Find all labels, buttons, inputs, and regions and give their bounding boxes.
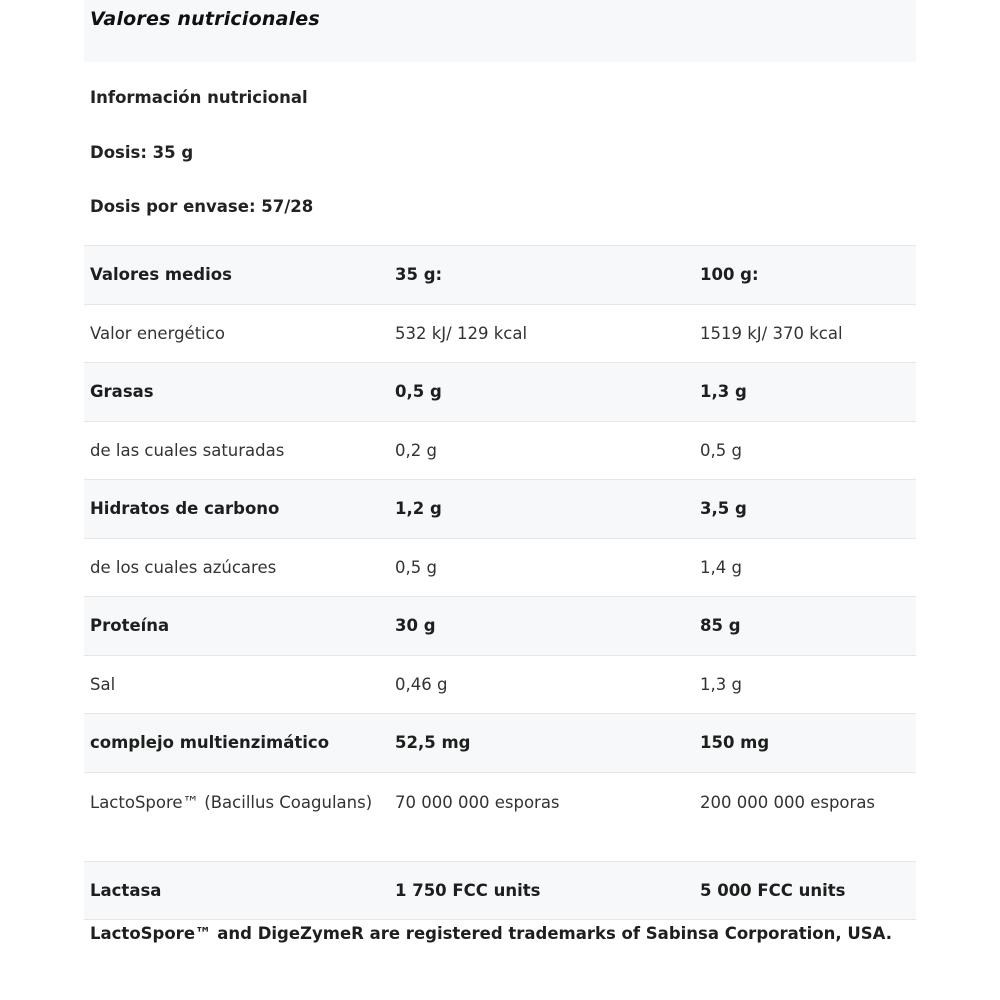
table-cell: Proteína xyxy=(90,616,170,635)
table-cell: Lactasa xyxy=(90,880,162,900)
table-cell: Hidratos de carbono xyxy=(90,499,280,518)
table-cell: 532 kJ/ 129 kcal xyxy=(395,323,528,343)
table-cell: 5 000 FCC units xyxy=(700,880,846,900)
nutrition-panel xyxy=(84,0,916,943)
table-row xyxy=(84,363,916,422)
table-cell: Valor energético xyxy=(90,323,225,343)
table-row xyxy=(84,480,916,539)
table-row xyxy=(84,305,916,364)
table-row xyxy=(84,422,916,481)
section-title: Valores nutricionales xyxy=(90,8,320,30)
table-row xyxy=(84,597,916,656)
table-cell: 70 000 000 esporas xyxy=(395,792,560,812)
table-cell: 0,5 g xyxy=(700,440,742,460)
table-cell: 1,3 g xyxy=(700,382,747,401)
table-cell: 52,5 mg xyxy=(395,733,471,752)
header-cell: 100 g: xyxy=(700,265,759,284)
table-row xyxy=(84,656,916,715)
table-cell: 3,5 g xyxy=(700,499,747,518)
table-cell: 0,2 g xyxy=(395,440,437,460)
table-cell: 0,46 g xyxy=(395,674,448,694)
table-row xyxy=(84,862,916,921)
table-row xyxy=(84,773,916,862)
info-doses-per-pack: Dosis por envase: 57/28 xyxy=(90,197,314,216)
table-cell: 1519 kJ/ 370 kcal xyxy=(700,323,843,343)
header-cell: Valores medios xyxy=(90,265,232,284)
table-cell: complejo multienzimático xyxy=(90,733,330,752)
table-cell: 200 000 000 esporas xyxy=(700,792,876,812)
trademark-note: LactoSpore™ and DigeZymeR are registered trademarks of Sabinsa Corporation, USA. xyxy=(90,924,892,943)
table-cell: LactoSpore™ (Bacillus Coagulans) xyxy=(90,792,373,812)
table-cell: Grasas xyxy=(90,382,154,401)
table-cell: 1,2 g xyxy=(395,499,442,518)
table-cell: 0,5 g xyxy=(395,382,442,401)
section-header xyxy=(84,0,916,62)
table-cell: 1 750 FCC units xyxy=(395,880,541,900)
header-cell: 35 g: xyxy=(395,265,443,284)
table-cell: 1,4 g xyxy=(700,557,742,577)
table-header-row xyxy=(84,246,916,305)
table-row xyxy=(84,539,916,598)
table-cell: 1,3 g xyxy=(700,674,742,694)
table-cell: Sal xyxy=(90,674,116,694)
table-cell: 0,5 g xyxy=(395,557,437,577)
table-cell: de los cuales azúcares xyxy=(90,557,277,577)
info-dose: Dosis: 35 g xyxy=(90,143,194,162)
table-cell: 85 g xyxy=(700,616,741,635)
table-cell: 30 g xyxy=(395,616,436,635)
table-cell: 150 mg xyxy=(700,733,770,752)
info-heading: Información nutricional xyxy=(90,88,308,107)
nutrition-table xyxy=(84,245,916,920)
table-cell: de las cuales saturadas xyxy=(90,440,285,460)
table-row xyxy=(84,714,916,773)
